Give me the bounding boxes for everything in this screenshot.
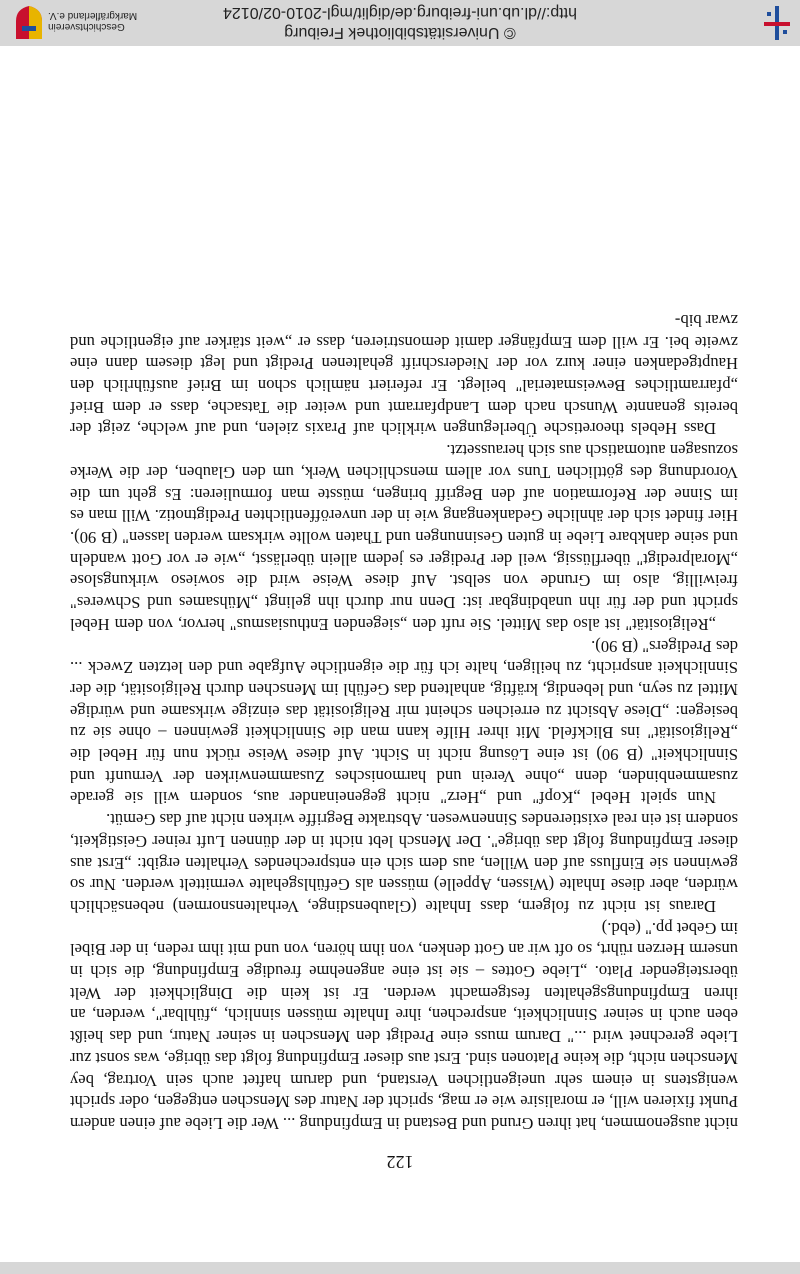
society-name	[48, 10, 188, 32]
society-name-line1: Geschichtsverein	[48, 21, 125, 32]
paragraph: Daraus ist nicht zu folgern, dass Inhalte (Glaubensdinge, Verhaltensnormen) nebensächlich würden, aber diese Inhalte (Wissen, Appelle) müssen als Gefühlsgehalte vermittelt werden. Nur so gewinnen sie Einfluss auf den Willen, aus dem sich ein entsprechendes Verhalten ergibt: „Erst aus dieser Empfindung folgt das übrige". Der Mensch lebt nicht in der dünnen Luft reiner Geistigkeit, sondern ist ein real existierendes Sinnenwesen. Abstrakte Begriffe wirken nicht auf das Gemüt.	[70, 810, 738, 916]
page-number: 122	[386, 1152, 414, 1172]
paragraph: Nun spielt Hebel „Kopf" und „Herz" nicht gegeneinander aus, sondern will sie gerade zusammenbinden, denn „ohne Verein und harmonisches Zusammenwirken der Vernunft und Sinnlichkeit" (B 90) ist eine Lösung nicht in Sicht. Auf diese Weise rückt nun für Hebel die „Religiosität" ins Blickfeld. Mit ihrer Hilfe kann man die Sinnlichkeit gewinnen – ohne sie zu besiegen: „Diese Absicht zu erreichen scheint mir Religiosität das einzige wirksame und würdige Mittel zu seyn, und lebendig, kräftig, anhaltend das Gefühl im Menschen durch Religiosität, die der Sinnlichkeit anspricht, zu heiligen, halte ich für die eigentliche Aufgabe und den letzten Zweck ... des Predigers" (B 90).	[70, 636, 738, 808]
paragraph: „Religiosität" ist also das Mittel. Sie ruft den „siegenden Enthusiasmus" hervor, von dem Hebel spricht und der für ihn unabdingbar ist: Denn nur durch ihn gelingt „Mühsames und Schweres" freiwillig, also im Grunde von selbst. Auf diese Weise wird die sowieso wirkungslose „Moralpredigt" überflüssig, weil der Prediger es jedem allein überlässt, „wie er vor Gott wandeln und seine dankbare Liebe in guten Gesinnungen und Thaten wollte wirksam werden lassen" (B 90). Hier findet sich der ähnliche Gedankengang wie in der unveröffentlichten Predigtnotiz. Will man es im Sinne der Reformation auf den Begriff bringen, müsste man formulieren: Es geht um die Vorordnung des göttlichen Tuns vor allem menschlichen Werk, um den Glauben, der die Werke sozusagen automatisch aus sich heraussetzt.	[70, 441, 738, 634]
paragraph: Dass Hebels theoretische Überlegungen wirklich auf Praxis zielen, und auf welche, zeigt der bereits genannte Wunsch nach dem Landpfarramt und weiter die Tatsache, dass er dem Brief „pfarramtliches Beweismaterial" beilegt. Er referiert nämlich schon im Brief ausführlich den Hauptgedanken einer kurz vor der Niederschrift gehaltenen Predigt und legt diesem dann eine zweite bei. Er will dem Empfänger damit demonstrieren, dass er „weit stärker auf eigentliche und zwar bib-	[70, 310, 738, 439]
viewer-header-strip	[0, 1262, 800, 1274]
society-coat-of-arms-icon	[14, 5, 44, 41]
document-url[interactable]: http://dl.ub.uni-freiburg.de/diglit/mgl-2010-02/0124	[223, 4, 577, 21]
digitization-footer	[0, 0, 800, 46]
body-text	[70, 309, 738, 1134]
society-name-line2: Markgräflerland e.V.	[48, 10, 138, 21]
copyright-text: © Universitätsbibliothek Freiburg	[284, 24, 516, 41]
paragraph: nicht ausgenommen, hat ihren Grund und Bestand in Empfindung ... Wer die Liebe auf einen andern Punkt fixieren will, er moralisire wie er mag, spricht der Natur des Menschen entgegen, oder spricht wenigstens in einem sehr uneigentlichen Verstand, und darum haftet auch sein Vortrag, bey Menschen nicht, die keine Platonen sind. Erst aus dieser Empfindung folgt das übrige, was sonst zur Liebe gerechnet wird ..." Darum muss eine Predigt den Menschen in seiner Natur, und das heißt eben auch in seiner Sinnlichkeit, ansprechen, ihre Inhalte müssen sinnlich, „fühlbar", werden, an ihren Empfindungsgehalten festgemacht werden. Er ist kein die Dinglichkeit der Welt übersteigender Plato. „Liebe Gottes – sie ist eine angenehme freudige Empfindung, die sich in unserm Herzen rührt, so oft wir an Gott denken, von ihm hören, von und mit ihm reden, in der Bibel im Gebet pp." (ebd.)	[70, 918, 738, 1133]
